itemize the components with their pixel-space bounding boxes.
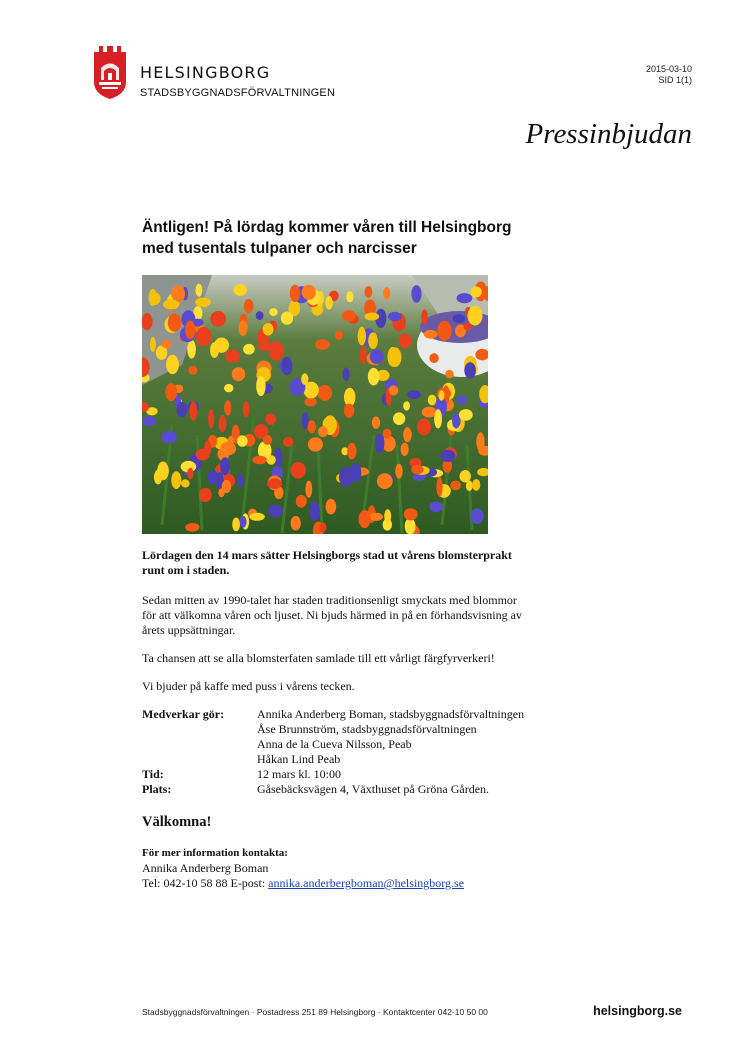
flower-blossom xyxy=(315,339,330,350)
flower-blossom xyxy=(305,397,317,406)
flower-blossom xyxy=(343,368,350,381)
flower-blossom xyxy=(470,286,481,297)
flower-blossom xyxy=(365,286,373,298)
flower-blossom xyxy=(459,409,473,421)
flower-blossom xyxy=(142,313,153,330)
flower-blossom xyxy=(389,385,398,395)
flower-blossom xyxy=(263,435,272,445)
flower-blossom xyxy=(424,330,438,339)
flower-blossom xyxy=(291,462,306,479)
flower-blossom xyxy=(189,401,197,420)
flower-blossom xyxy=(187,468,193,479)
flower-blossom xyxy=(437,321,451,341)
flower-blossom xyxy=(383,429,392,439)
flower-blossom xyxy=(429,502,443,513)
headline-line-2: med tusentals tulpaner och narcisser xyxy=(142,240,417,257)
flower-blossom xyxy=(296,495,307,508)
flower-blossom xyxy=(318,426,328,437)
time-label: Tid: xyxy=(142,767,164,781)
department-name: STADSBYGGNADSFÖRVALTNINGEN xyxy=(140,87,336,99)
flower-blossom xyxy=(161,340,172,348)
organization-name: HELSINGBORG xyxy=(140,63,271,82)
flower-blossom xyxy=(468,306,483,326)
paragraph-line: årets uppsättningar. xyxy=(142,623,236,637)
flower-blossom xyxy=(350,463,362,482)
flower-blossom xyxy=(326,499,337,515)
flower-blossom xyxy=(219,415,227,432)
flower-blossom xyxy=(388,312,402,322)
flower-blossom xyxy=(308,420,316,433)
flower-blossom xyxy=(439,390,445,400)
flower-blossom xyxy=(161,431,177,444)
flower-blossom xyxy=(168,313,181,331)
flower-blossom xyxy=(274,448,283,467)
flower-blossom xyxy=(370,349,384,364)
flower-blossom xyxy=(185,523,199,532)
flower-blossom xyxy=(204,440,211,456)
flower-blossom xyxy=(239,320,248,336)
flower-blossom xyxy=(429,353,438,363)
flower-blossom xyxy=(403,427,412,442)
headline-line-1: Äntligen! På lördag kommer våren till Helsingborg xyxy=(142,219,512,236)
flower-blossom xyxy=(222,480,232,493)
flower-blossom xyxy=(411,285,421,303)
flower-blossom xyxy=(428,395,437,406)
flower-blossom xyxy=(154,470,162,485)
flower-blossom xyxy=(359,510,371,528)
flower-blossom xyxy=(234,284,247,296)
flower-blossom xyxy=(163,299,179,309)
flower-blossom xyxy=(256,311,264,320)
flower-blossom xyxy=(176,402,187,417)
flower-blossom xyxy=(269,308,277,316)
flower-blossom xyxy=(372,416,380,428)
flower-blossom xyxy=(464,323,472,331)
flower-photo xyxy=(142,275,488,534)
flower-blossom xyxy=(208,470,219,484)
flower-blossom xyxy=(417,419,431,436)
lead-line: Lördagen den 14 mars sätter Helsingborgs stad ut vårens blomsterprakt xyxy=(142,548,512,562)
footer-website[interactable]: helsingborg.se xyxy=(593,1004,682,1018)
flower-blossom xyxy=(267,455,276,464)
participant-4: Håkan Lind Peab xyxy=(257,752,341,766)
invitation-paragraph: Ta chansen att se alla blomsterfaten samlade till ett vårligt färgfyrverkeri! xyxy=(142,651,495,665)
flower-blossom xyxy=(224,400,231,416)
flower-blossom xyxy=(472,479,480,491)
flower-blossom xyxy=(269,341,284,360)
flower-blossom xyxy=(199,488,212,502)
flower-blossom xyxy=(243,401,250,417)
flower-blossom xyxy=(232,518,240,532)
flower-blossom xyxy=(232,367,245,381)
lead-paragraph xyxy=(142,548,562,578)
contact-phone: Tel: 042-10 58 88 E-post: xyxy=(142,876,269,890)
flower-blossom xyxy=(395,464,402,479)
flower-blossom xyxy=(265,414,276,425)
flower-blossom xyxy=(347,443,356,460)
flower-blossom xyxy=(305,481,312,498)
helsingborg-crest-icon xyxy=(93,44,127,100)
flower-blossom xyxy=(187,340,196,359)
flower-blossom xyxy=(325,296,333,310)
participant-2: Åse Brunnström, stadsbyggnadsförvaltningen xyxy=(257,722,477,736)
flower-blossom xyxy=(282,357,293,376)
flower-blossom xyxy=(384,509,391,523)
contact-phone-email xyxy=(142,876,562,891)
participant-1: Annika Anderberg Boman, stadsbyggnadsförvaltningen xyxy=(257,707,525,721)
flower-blossom xyxy=(302,285,316,300)
flower-blossom xyxy=(244,299,254,313)
flower-blossom xyxy=(436,477,442,497)
coffee-paragraph: Vi bjuder på kaffe med puss i vårens tecken. xyxy=(142,679,355,693)
flower-blossom xyxy=(142,416,156,426)
flower-blossom xyxy=(320,522,327,532)
flower-blossom xyxy=(369,513,383,521)
flower-blossom xyxy=(224,384,233,392)
flower-blossom xyxy=(476,432,484,451)
flower-blossom xyxy=(388,347,399,367)
paragraph-line: Sedan mitten av 1990-talet har staden traditionsenligt smyckats med blommor xyxy=(142,593,517,607)
contact-heading: För mer information kontakta: xyxy=(142,847,288,859)
flower-blossom xyxy=(452,314,465,323)
flower-blossom xyxy=(188,366,197,375)
press-body xyxy=(142,548,562,891)
flower-blossom xyxy=(368,368,380,386)
participant-3: Anna de la Cueva Nilsson, Peab xyxy=(257,737,412,751)
flower-blossom xyxy=(240,516,247,528)
place-value: Gåsebäcksvägen 4, Växthuset på Gröna Gården. xyxy=(257,782,490,796)
flower-blossom xyxy=(411,465,423,474)
flower-blossom xyxy=(237,474,244,488)
flower-blossom xyxy=(358,327,366,346)
lead-line: runt om i staden. xyxy=(142,563,230,577)
flower-blossom xyxy=(290,285,300,302)
flower-blossom xyxy=(268,505,283,518)
flower-blossom xyxy=(243,344,255,355)
flower-blossom xyxy=(220,457,230,475)
flower-blossom xyxy=(263,323,274,336)
flower-blossom xyxy=(375,434,385,453)
flower-blossom xyxy=(237,435,248,446)
time-value: 12 mars kl. 10:00 xyxy=(257,767,341,781)
flower-blossom xyxy=(202,298,209,307)
flower-blossom xyxy=(335,330,343,340)
flower-blossom xyxy=(185,321,195,340)
contact-email-link[interactable]: annika.anderbergboman@helsingborg.se xyxy=(268,876,465,890)
flower-blossom xyxy=(252,456,267,465)
paragraph-line: för att välkomna våren och ljuset. Ni bjuds härmed in på en förhandsvisning av xyxy=(142,608,522,622)
participants-label: Medverkar gör: xyxy=(142,707,225,721)
flower-blossom xyxy=(464,362,476,378)
flower-blossom xyxy=(149,293,160,305)
document-type-title: Pressinbjudan xyxy=(525,118,692,150)
flower-blossom xyxy=(150,337,156,352)
place-label: Plats: xyxy=(142,782,172,796)
flower-blossom xyxy=(383,287,390,299)
document-date: 2015-03-10 xyxy=(645,64,692,74)
flower-blossom xyxy=(404,508,418,520)
flower-blossom xyxy=(196,284,203,297)
flower-blossom xyxy=(283,437,293,447)
flower-blossom xyxy=(440,450,455,462)
flower-blossom xyxy=(302,412,309,429)
flower-blossom xyxy=(434,409,442,428)
welcome-heading: Välkomna! xyxy=(142,814,212,830)
flower-blossom xyxy=(399,334,412,349)
flower-blossom xyxy=(220,442,236,456)
flower-blossom xyxy=(256,376,265,396)
flower-blossom xyxy=(407,390,421,399)
flower-blossom xyxy=(457,293,473,303)
flower-blossom xyxy=(208,409,214,429)
flower-blossom xyxy=(267,479,282,489)
contact-name: Annika Anderberg Boman xyxy=(142,861,269,875)
flower-blossom xyxy=(344,404,354,418)
flower-blossom xyxy=(317,385,332,401)
flower-blossom xyxy=(166,355,179,375)
document-meta xyxy=(646,64,692,86)
flower-blossom xyxy=(450,481,461,491)
flower-blossom xyxy=(470,508,483,524)
flower-blossom xyxy=(210,311,226,327)
flower-blossom xyxy=(445,370,453,379)
flower-blossom xyxy=(181,479,190,487)
flower-blossom xyxy=(171,471,181,489)
flower-blossom xyxy=(403,401,410,410)
flower-blossom xyxy=(308,437,323,451)
flower-blossom xyxy=(360,346,367,365)
flower-blossom xyxy=(368,332,378,349)
flower-blossom xyxy=(401,443,409,456)
flower-blossom xyxy=(225,350,240,363)
press-headline xyxy=(142,217,572,259)
flower-blossom xyxy=(165,383,177,401)
flower-blossom xyxy=(457,395,467,404)
flower-blossom xyxy=(281,312,293,325)
flower-blossom xyxy=(393,412,405,425)
flower-blossom xyxy=(301,373,308,384)
page-number: SID 1(1) xyxy=(658,75,692,85)
footer-address: Stadsbyggnadsförvaltningen · Postadress 251 89 Helsingborg · Kontaktcenter 042-10 50 00 xyxy=(142,1007,488,1017)
flower-blossom xyxy=(377,473,393,489)
flower-blossom xyxy=(342,310,356,321)
flower-blossom xyxy=(421,309,428,324)
flower-blossom xyxy=(346,291,353,302)
flower-blossom xyxy=(196,327,211,346)
flower-blossom xyxy=(309,501,320,521)
intro-paragraph xyxy=(142,593,562,638)
event-details xyxy=(142,707,562,797)
flower-blossom xyxy=(460,470,471,482)
flower-blossom xyxy=(291,516,301,531)
flower-blossom xyxy=(210,342,219,358)
flower-blossom xyxy=(249,513,264,521)
flower-blossom xyxy=(365,313,380,321)
